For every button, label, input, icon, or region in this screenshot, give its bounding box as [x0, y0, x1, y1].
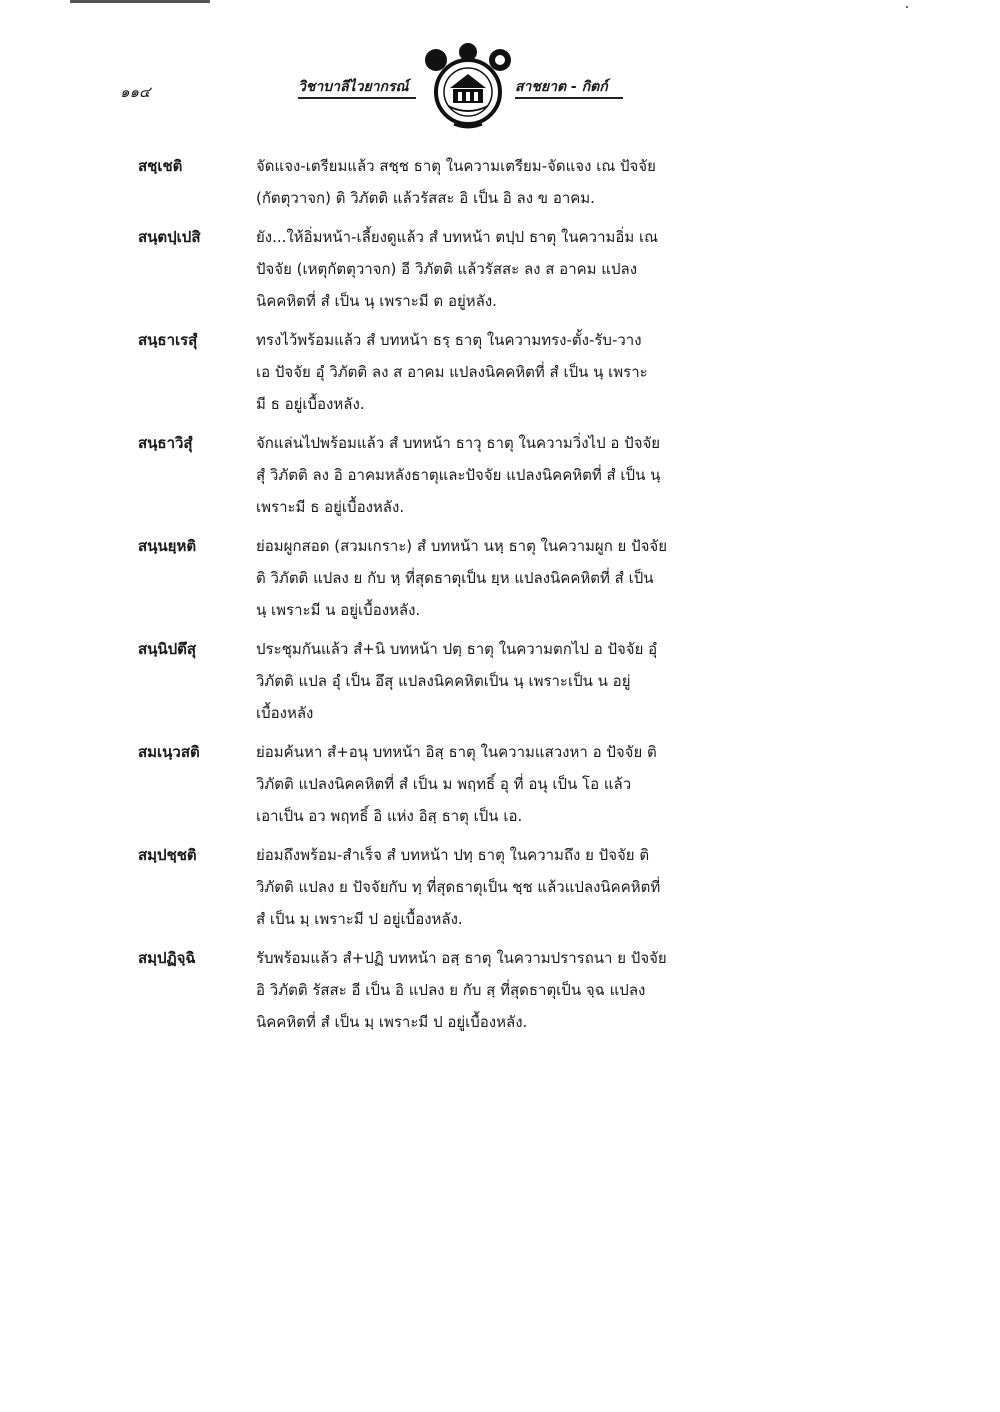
entry-definition — [256, 633, 818, 729]
definition-line: ย่อมผูกสอด (สวมเกราะ) สํ บทหน้า นหฺ ธาตุ ในความผูก ย ปัจจัย — [256, 537, 668, 555]
definition-line: ประชุมกันแล้ว สํ+นิ บทหน้า ปตฺ ธาตุ ในความตกไป อ ปัจจัย อุํ — [256, 640, 658, 658]
emblem-logo-icon — [420, 40, 516, 132]
header-right-title: สาชยาต - กิตก์ — [515, 79, 608, 95]
emblem-pillar-2 — [466, 92, 470, 101]
emblem-ear-mark — [495, 55, 505, 65]
header-left-title: วิชาบาลีไวยากรณ์ — [298, 79, 409, 95]
definition-line: วิภัตติ แปลงนิคคหิตที่ สํ เป็น ม พฤทธิ์ อุ ที่ อนุ เป็น โอ แล้ว — [256, 775, 632, 793]
definition-line: สํ เป็น มฺ เพราะมี ป อยู่เบื้องหลัง. — [256, 910, 463, 928]
glossary-entry — [138, 221, 818, 317]
glossary-entry — [138, 530, 818, 626]
definition-line: (กัตตุวาจก) ติ วิภัตติ แล้วรัสสะ อิ เป็น อิ ลง ข อาคม. — [256, 189, 595, 207]
glossary-entry — [138, 324, 818, 420]
definition-line: เบื้องหลัง — [256, 704, 314, 722]
emblem-pillar-3 — [474, 92, 478, 101]
definition-line: อิ วิภัตติ รัสสะ อี เป็น อิ แปลง ย กับ สฺ ที่สุดธาตุเป็น จฺฉ แปลง — [256, 981, 646, 999]
definition-line: จัดแจง-เตรียมแล้ว สชฺช ธาตุ ในความเตรียม-จัดแจง เณ ปัจจัย — [256, 157, 656, 175]
entry-term: สมฺปฏิจฺฉิ — [138, 949, 196, 967]
glossary-entries — [138, 150, 818, 1045]
header-right-underline — [515, 97, 623, 99]
definition-line: มี ธ อยู่เบื้องหลัง. — [256, 395, 365, 413]
definition-line: ทรงไว้พร้อมแล้ว สํ บทหน้า ธรฺ ธาตุ ในความทรง-ตั้ง-รับ-วาง — [256, 331, 642, 349]
entry-term: สนฺนยฺหติ — [138, 537, 197, 555]
entry-term: สชฺเชติ — [138, 157, 183, 175]
definition-line: นิคคหิตที่ สํ เป็น มฺ เพราะมี ป อยู่เบื้องหลัง. — [256, 1013, 528, 1031]
definition-line: ย่อมถึงพร้อม-สำเร็จ สํ บทหน้า ปทฺ ธาตุ ในความถึง ย ปัจจัย ติ — [256, 846, 650, 864]
definition-line: เพราะมี ธ อยู่เบื้องหลัง. — [256, 498, 405, 516]
definition-line: เอาเป็น อว พฤทธิ์ อิ แห่ง อิสฺ ธาตุ เป็น เอ. — [256, 807, 523, 825]
entry-term: สนฺธาวิสุํ — [138, 434, 193, 452]
glossary-entry — [138, 839, 818, 935]
definition-line: นิคคหิตที่ สํ เป็น นฺ เพราะมี ต อยู่หลัง. — [256, 292, 497, 310]
definition-line: ย่อมค้นหา สํ+อนุ บทหน้า อิสฺ ธาตุ ในความแสวงหา อ ปัจจัย ติ — [256, 743, 657, 761]
definition-line: สุํ วิภัตติ ลง อิ อาคมหลังธาตุและปัจจัย แปลงนิคคหิตที่ สํ เป็น นฺ — [256, 466, 661, 484]
definition-line: นฺ เพราะมี น อยู่เบื้องหลัง. — [256, 601, 421, 619]
entry-definition — [256, 530, 818, 626]
definition-line: เอ ปัจจัย อุํ วิภัตติ ลง ส อาคม แปลงนิคคหิตที่ สํ เป็น นฺ เพราะ — [256, 363, 648, 381]
definition-line: วิภัตติ แปลง ย ปัจจัยกับ ทฺ ที่สุดธาตุเป็น ชฺช แล้วแปลงนิคคหิตที่ — [256, 878, 661, 896]
entry-term: สนฺนิปตึสุ — [138, 640, 197, 658]
glossary-entry — [138, 942, 818, 1038]
page-number: ๑๑๔ — [120, 83, 151, 101]
entry-definition — [256, 221, 818, 317]
entry-definition — [256, 942, 818, 1038]
glossary-entry — [138, 427, 818, 523]
emblem-left-ear — [425, 49, 447, 71]
entry-term: สมฺปชฺชติ — [138, 846, 197, 864]
definition-line: ติ วิภัตติ แปลง ย กับ หฺ ที่สุดธาตุเป็น ยฺห แปลงนิคคหิตที่ สํ เป็น — [256, 569, 654, 587]
entry-definition — [256, 427, 818, 523]
definition-line: จักแล่นไปพร้อมแล้ว สํ บทหน้า ธาวุ ธาตุ ในความวิ่งไป อ ปัจจัย — [256, 434, 661, 452]
page-header — [120, 40, 840, 130]
glossary-entry — [138, 633, 818, 729]
emblem-pillar-1 — [458, 92, 462, 101]
entry-term: สมเนฺวสติ — [138, 743, 200, 761]
entry-term: สนฺตปฺเปสิ — [138, 228, 201, 246]
entry-definition — [256, 839, 818, 935]
definition-line: ยัง...ให้อิ่มหน้า-เลี้ยงดูแล้ว สํ บทหน้า ตปฺป ธาตุ ในความอิ่ม เณ — [256, 228, 659, 246]
entry-term: สนฺธาเรสุํ — [138, 331, 198, 349]
entry-definition — [256, 150, 818, 214]
scan-speck — [906, 6, 908, 8]
header-left-underline — [298, 97, 416, 99]
entry-definition — [256, 324, 818, 420]
entry-definition — [256, 736, 818, 832]
glossary-entry — [138, 736, 818, 832]
definition-line: ปัจจัย (เหตุกัตตุวาจก) อี วิภัตติ แล้วรัสสะ ลง ส อาคม แปลง — [256, 260, 638, 278]
definition-line: รับพร้อมแล้ว สํ+ปฏิ บทหน้า อสฺ ธาตุ ในความปรารถนา ย ปัจจัย — [256, 949, 667, 967]
definition-line: วิภัตติ แปล อุํ เป็น อึสุ แปลงนิคคหิตเป็น นฺ เพราะเป็น น อยู่ — [256, 672, 631, 690]
top-edge-rule — [70, 0, 210, 3]
glossary-entry — [138, 150, 818, 214]
